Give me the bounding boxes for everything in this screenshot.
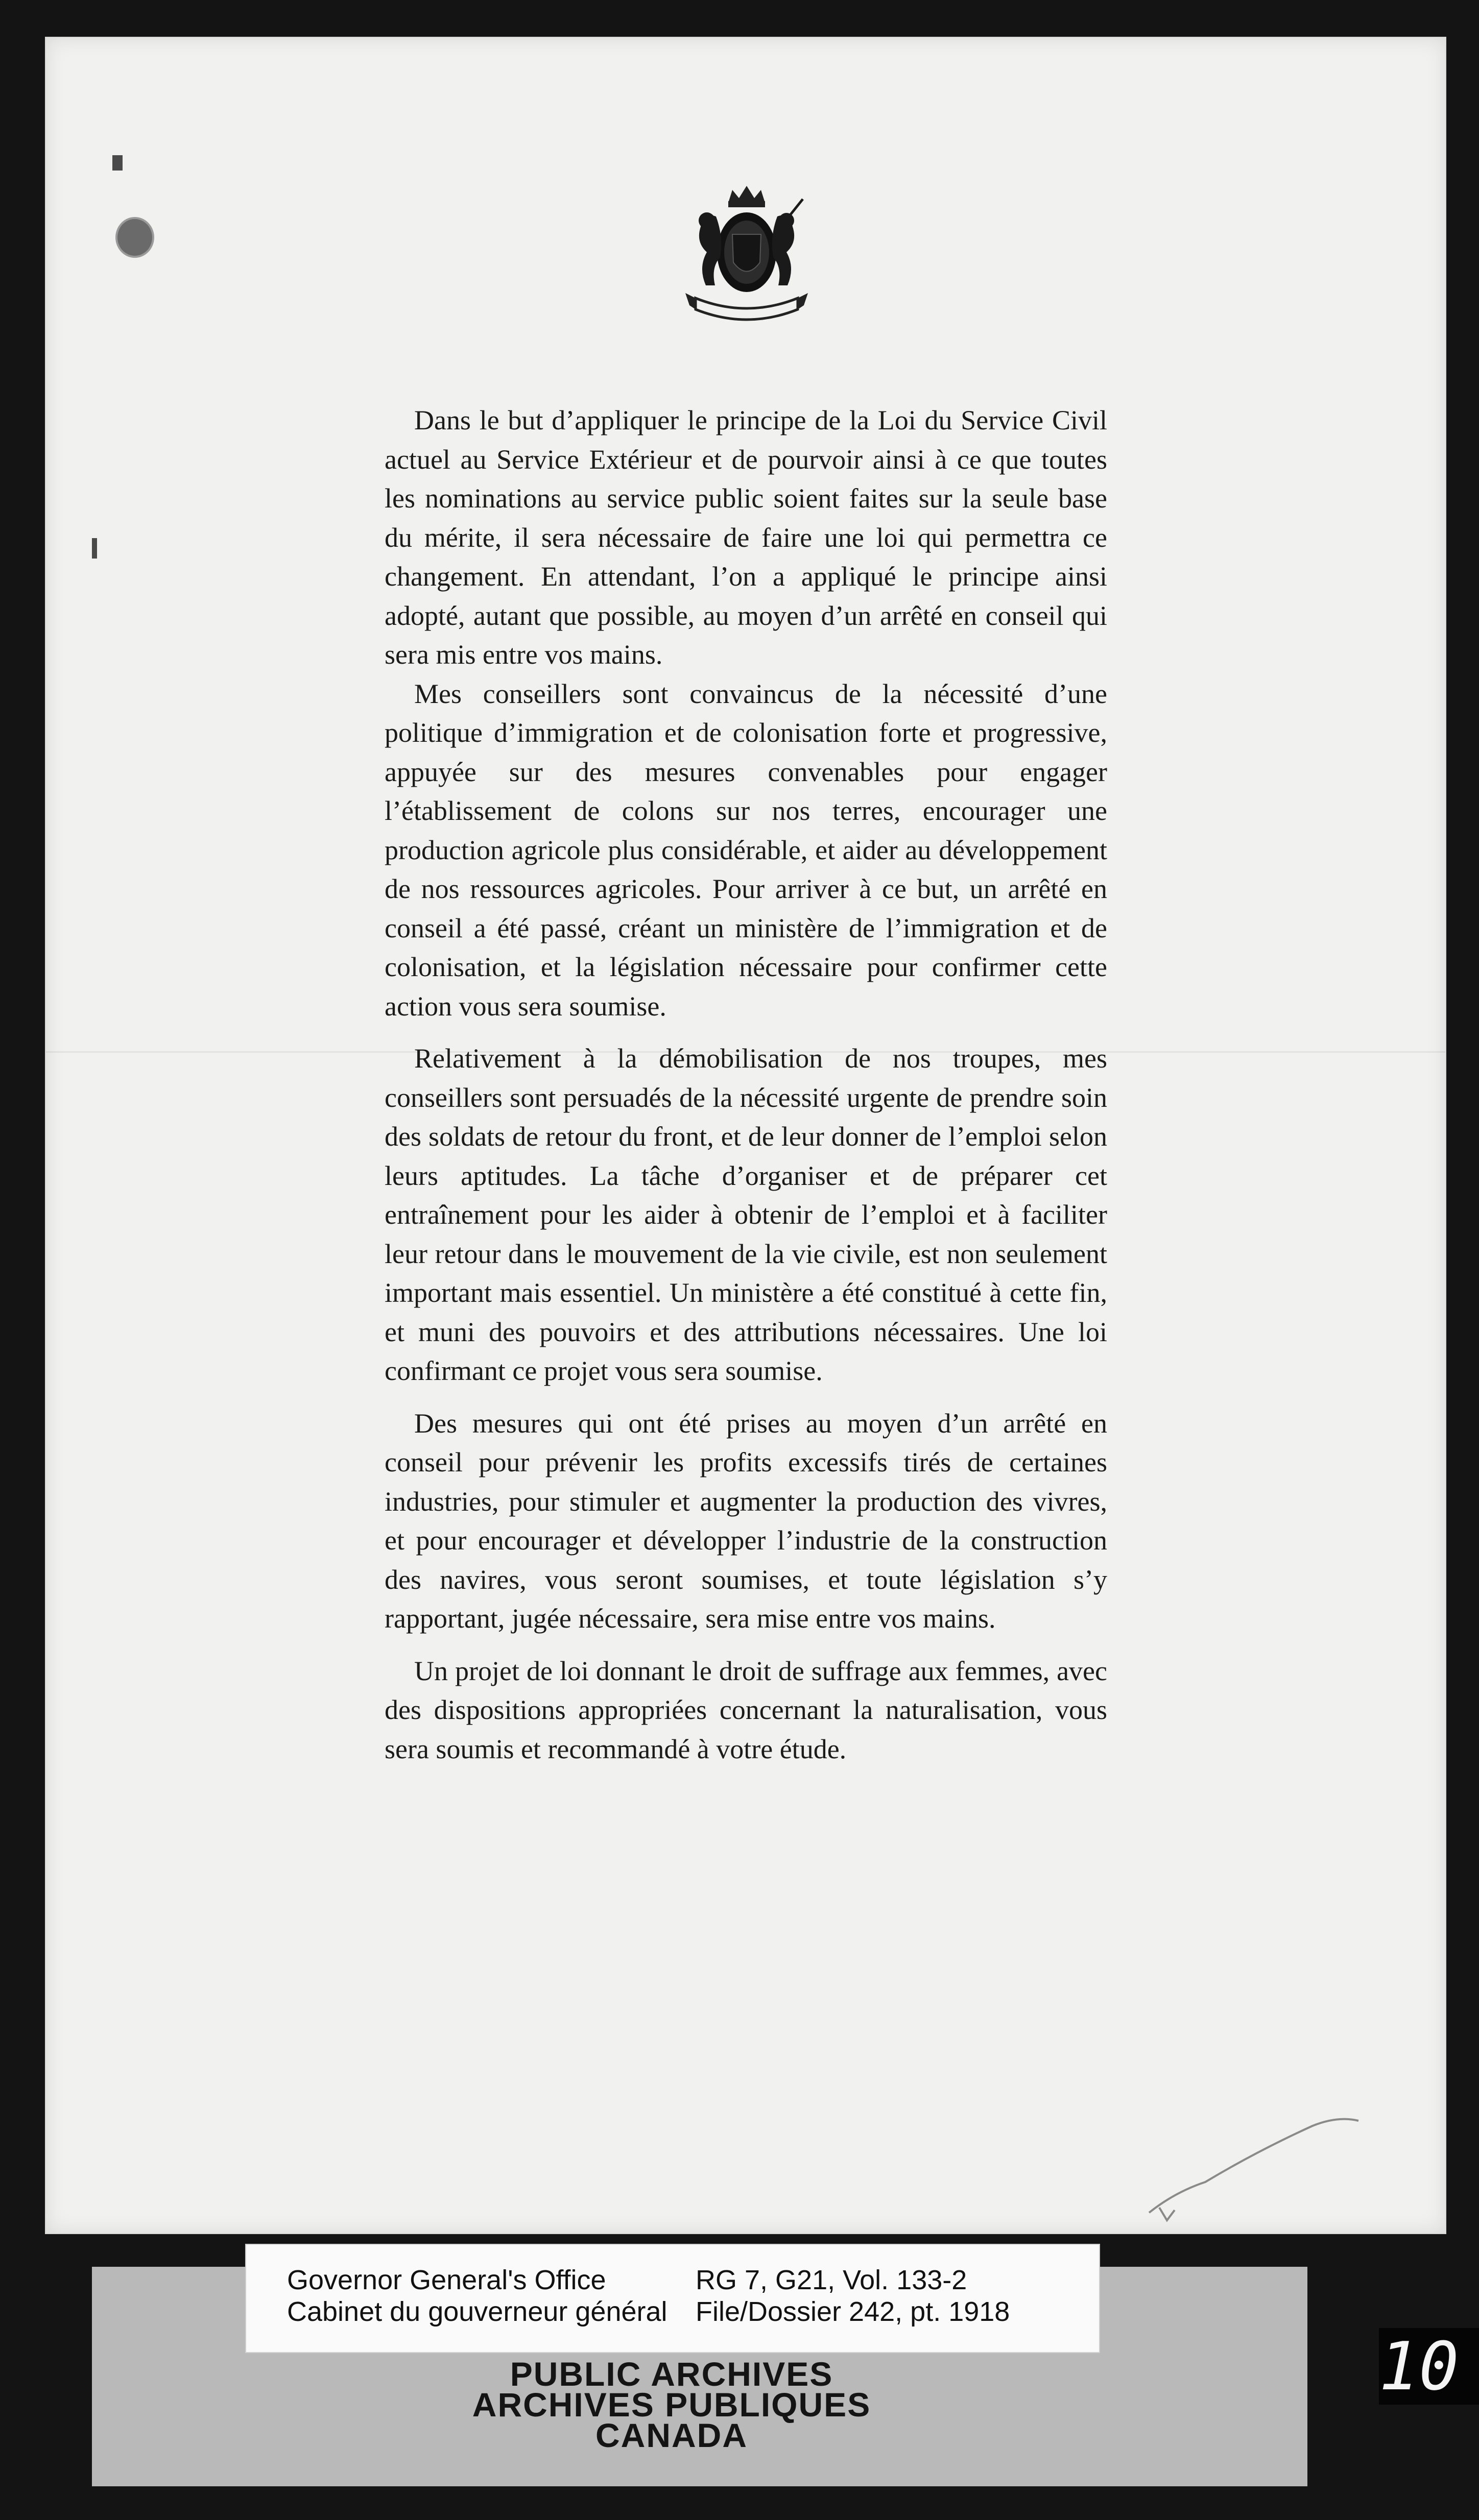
paragraph-foreign-service: Dans le but d’appliquer le principe de la Loi du Service Civil actuel au Service Extérieur et de pourvoir ainsi à ce que toutes les nominations au service public soient faites sur la seule base du mérite, il sera nécessaire de faire une loi qui permettra ce changement. En attendant, l’on a appliqué le principe ainsi adopté, autant que possible, au moyen d’un arrêté en conseil qui sera mis entre vos mains. [385, 405, 1107, 670]
paragraph-immigration: Mes conseillers sont convaincus de la nécessité d’une politique d’immigration et de colonisation forte et progressive, appuyée sur des mesures convenables pour engager l’établissement de colons sur nos terres, encourager une production agricole plus considérable, et aider au développement de nos ressources agricoles. Pour arriver à ce but, un arrêté en conseil a été passé, créant un ministère de l’immigration et de colonisation, et la législation nécessaire pour confirmer cette action vous sera soumise. [385, 678, 1107, 1022]
stamp-line-english: PUBLIC ARCHIVES [510, 2355, 833, 2393]
ink-speck [92, 538, 97, 559]
ink-speck [112, 155, 123, 171]
paragraph-demobilization: Relativement à la démobilisation de nos troupes, mes conseillers sont persuadés de la nécessité urgente de prendre soin des soldats de retour du front, et de leur donner de l’emploi selon leurs aptitudes. La tâche d’organiser et de préparer cet entraînement pour les aider à obtenir de l’emploi et à faciliter leur retour dans le mouvement de la vie civile, est non seulement important mais essentiel. Un ministère a été constitué à cette fin, et muni des pouvoirs et des attributions nécessaires. Une loi confirmant ce projet vous sera soumise. [385, 1043, 1107, 1386]
file-number: File/Dossier 242, pt. 1918 [696, 2296, 1010, 2327]
office-french: Cabinet du gouverneur général [287, 2296, 667, 2327]
frame-number: 10 [1379, 2328, 1479, 2405]
stamp-line-french: ARCHIVES PUBLIQUES [472, 2386, 871, 2424]
paragraph-profits: Des mesures qui ont été prises au moyen d’un arrêté en conseil pour prévenir les profits excessifs tirés de certaines industries, pour stimuler et augmenter la production des vivres, et pour encourager et développer l’industrie de la construction des navires, vous seront soumises, et toute législation s’y rapportant, jugée nécessaire, sera mise entre vos mains. [385, 1408, 1107, 1634]
stamp-line-country: CANADA [595, 2416, 748, 2454]
speech-text [385, 401, 1107, 1768]
reference-number: RG 7, G21, Vol. 133-2 [696, 2265, 967, 2295]
punch-hole [117, 219, 152, 256]
pencil-mark [1144, 2105, 1369, 2228]
office-english: Governor General's Office [287, 2265, 606, 2295]
royal-coat-of-arms-icon [675, 181, 818, 344]
archive-reference-label [245, 2244, 1100, 2353]
paragraph-suffrage: Un projet de loi donnant le droit de suffrage aux femmes, avec des dispositions appropriées concernant la naturalisation, vous sera soumis et recommandé à votre étude. [385, 1655, 1107, 1764]
archive-stamp [245, 2355, 1098, 2454]
